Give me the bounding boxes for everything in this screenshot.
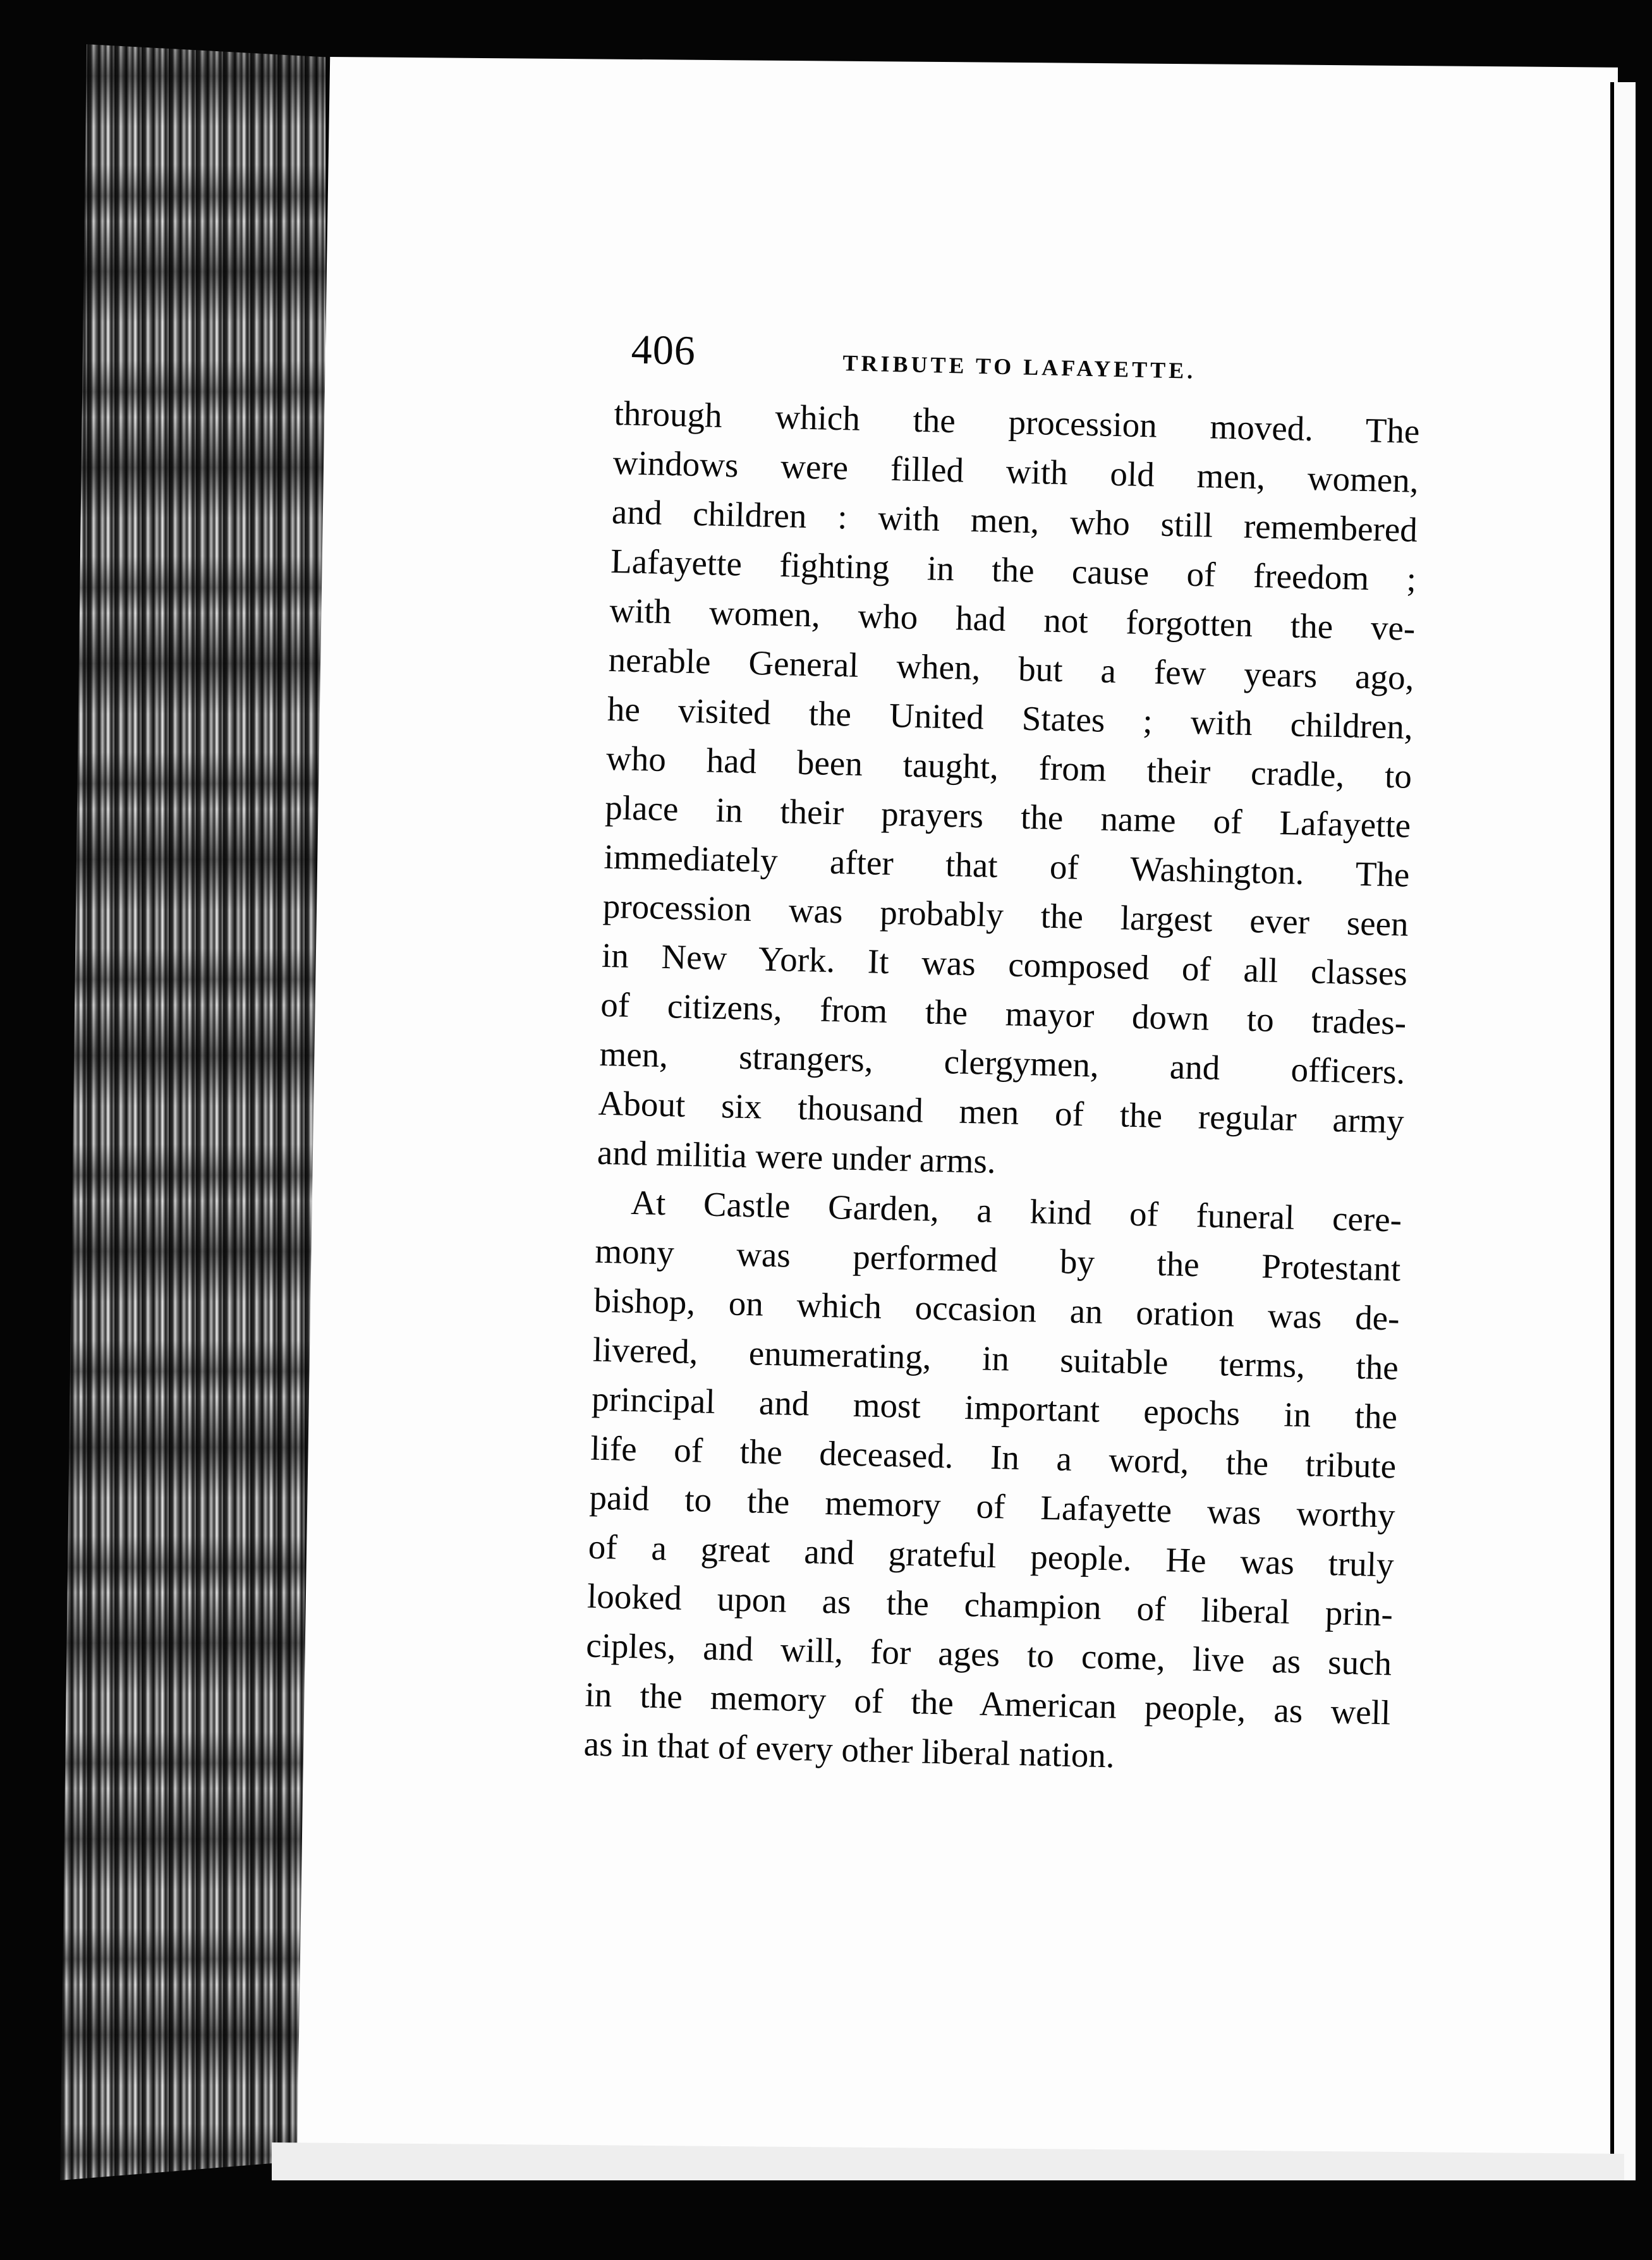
text-line: with women, who had not forgotten the ve- [609, 590, 1416, 648]
text-line: through which the procession moved. The [613, 393, 1420, 451]
text-line: immediately after that of Washington. The [604, 837, 1411, 894]
text-line: mony was performed by the Protestant [594, 1231, 1401, 1289]
paragraph [597, 389, 1430, 1196]
text-line: Lafayette fighting in the cause of freedom ; [610, 541, 1417, 598]
text-line: looked upon as the champion of liberal prin- [586, 1576, 1394, 1634]
text-line: as in that of every other liberal nation. [583, 1724, 1115, 1775]
text-line: of a great and grateful people. He was truly [588, 1527, 1395, 1584]
text-line: At Castle Garden, a kind of funeral cere- [630, 1182, 1402, 1239]
text-line: nerable General when, but a few years ago, [608, 640, 1415, 697]
text-line: livered, enumerating, in suitable terms, the [592, 1330, 1399, 1387]
text-line: and children : with men, who still remembered [611, 492, 1418, 549]
page-number: 406 [631, 326, 696, 374]
text-line: he visited the United States ; with children, [607, 689, 1414, 746]
text-line: in New York. It was composed of all classes [601, 935, 1408, 993]
text-line: procession was probably the largest ever seen [602, 886, 1409, 944]
running-title: TRIBUTE TO LAFAYETTE. [842, 350, 1196, 384]
paragraph [583, 1177, 1412, 1787]
text-line: life of the deceased. In a word, the tribute [590, 1428, 1397, 1486]
text-line: paid to the memory of Lafayette was worthy [589, 1478, 1396, 1535]
text-line: men, strangers, clergymen, and officers. [598, 1034, 1406, 1091]
text-line: of citizens, from the mayor down to trades- [600, 985, 1407, 1042]
next-page-edge [1610, 82, 1636, 2180]
text-line: in the memory of the American people, as well [584, 1675, 1391, 1732]
text-line: bishop, on which occasion an oration was de- [593, 1280, 1400, 1338]
text-block [583, 319, 1431, 1787]
text-line: principal and most important epochs in the [591, 1379, 1398, 1437]
text-line: windows were filled with old men, women, [612, 442, 1419, 500]
text-line: place in their prayers the name of Lafayette [604, 787, 1411, 845]
text-line: who had been taught, from their cradle, to [605, 738, 1412, 796]
text-line: and militia were under arms. [597, 1133, 997, 1181]
text-line: ciples, and will, for ages to come, live as such [585, 1625, 1392, 1683]
book-fore-edge [60, 44, 325, 2180]
text-line: About six thousand men of the regular army [598, 1083, 1405, 1141]
